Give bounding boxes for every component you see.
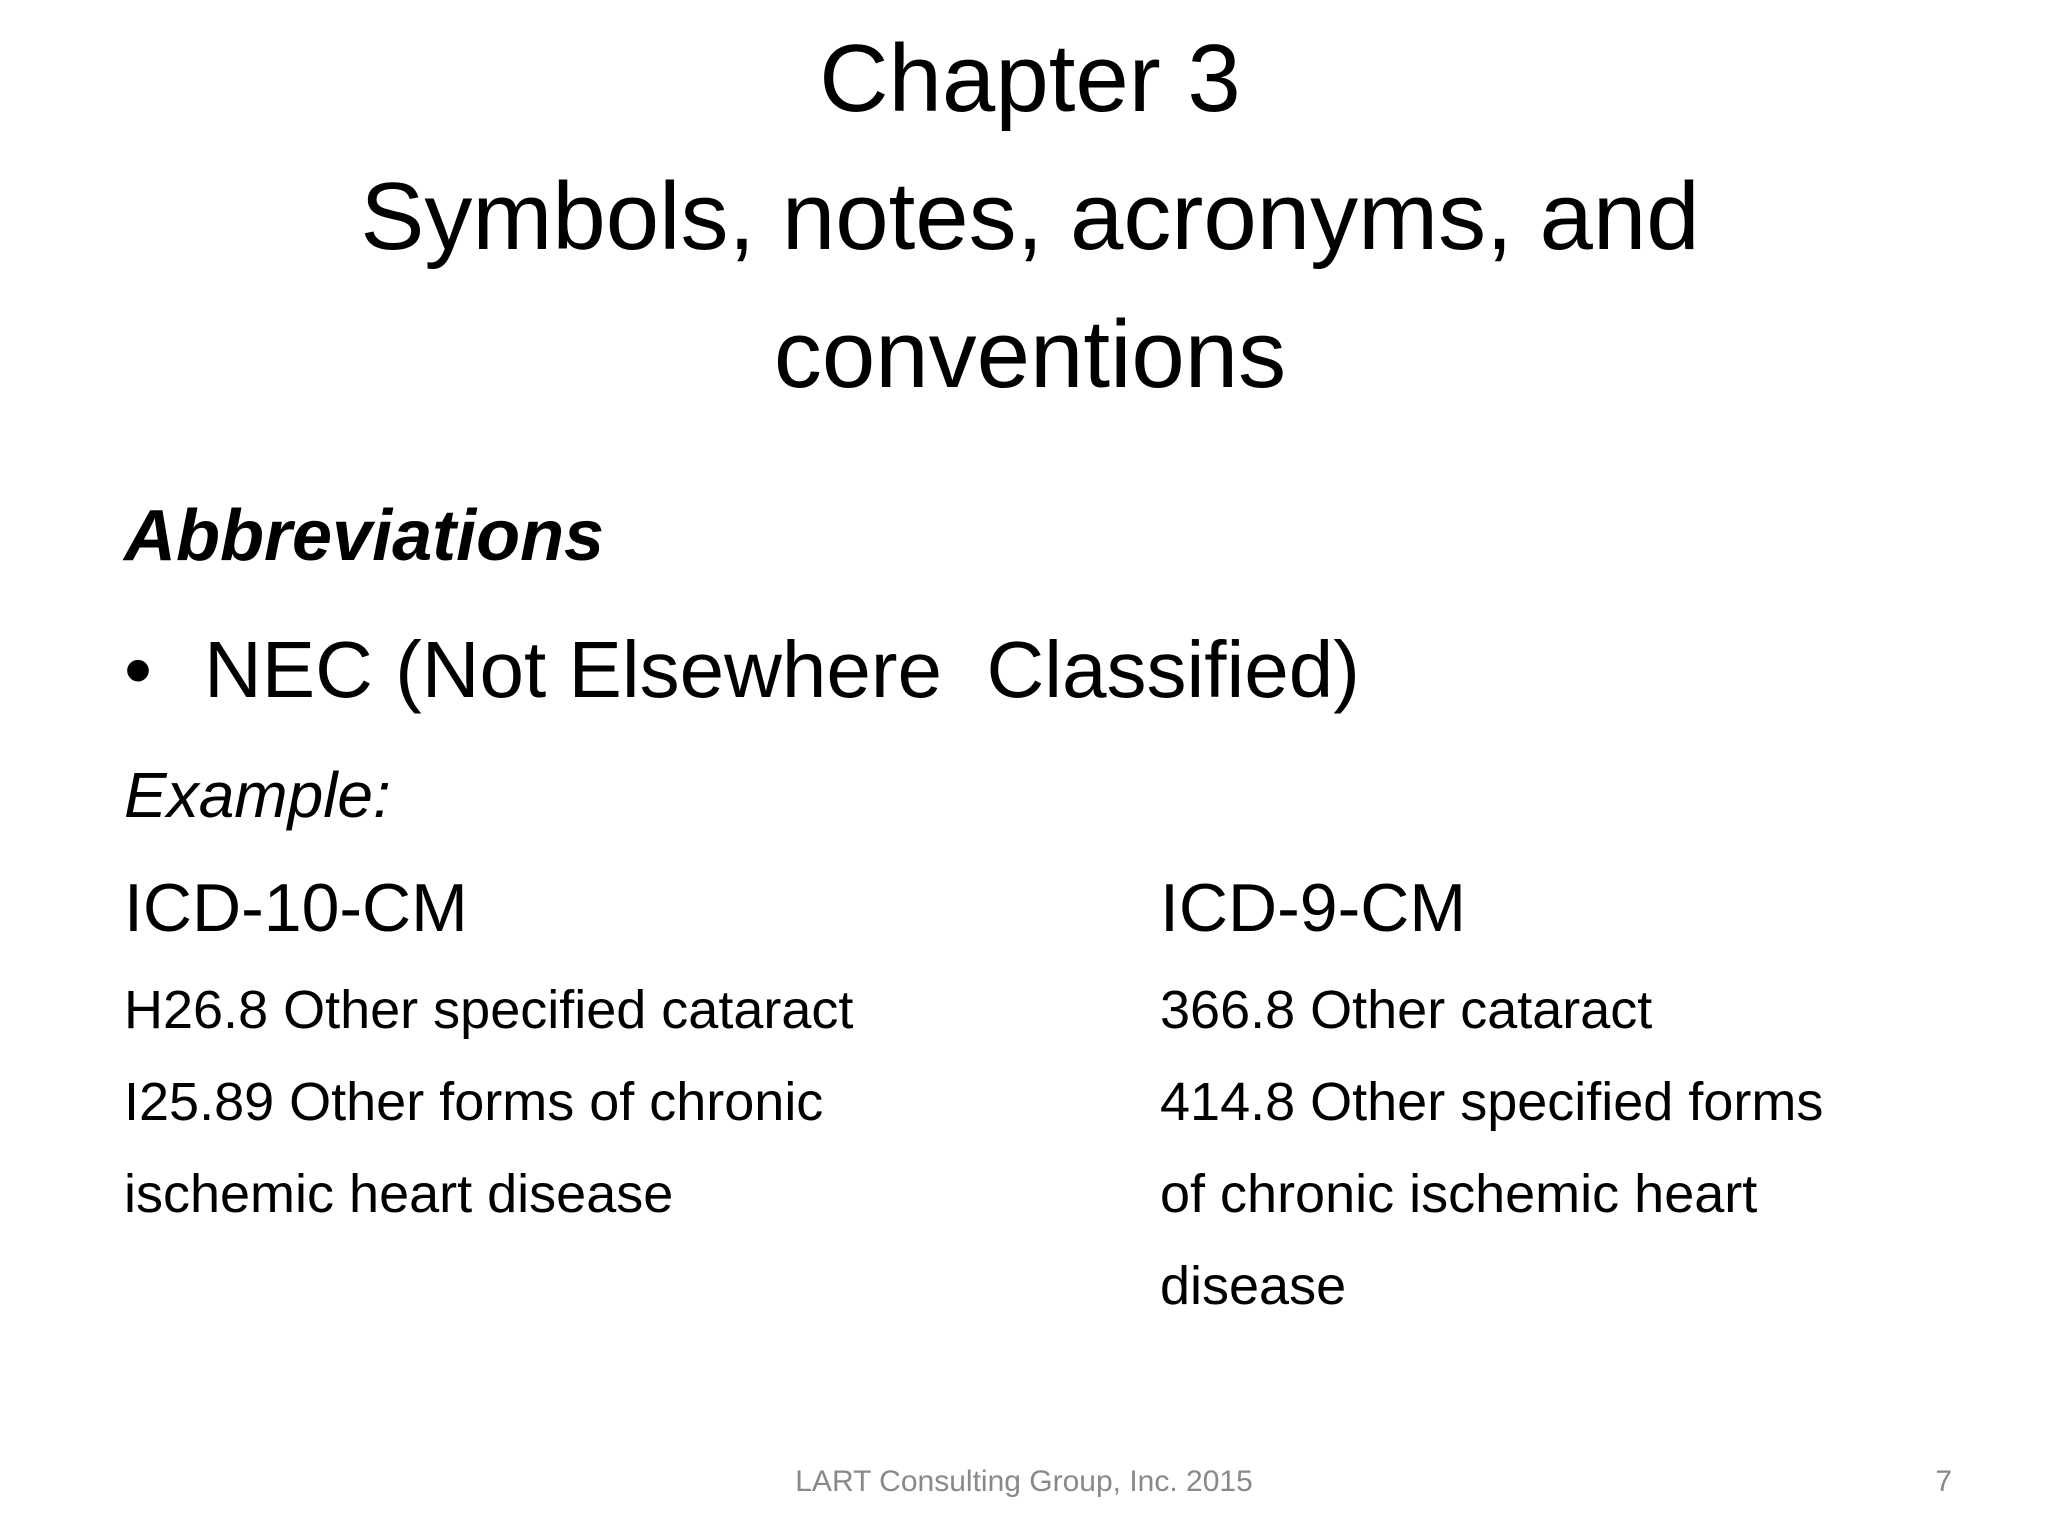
icd10-line: H26.8 Other specified cataract (124, 980, 854, 1040)
icd9-line: 366.8 Other cataract (1160, 980, 1653, 1040)
icd9-column (1160, 862, 2020, 1332)
icd10-body (124, 964, 1064, 1240)
icd9-body (1160, 964, 2020, 1332)
bullet-text: NEC (Not Elsewhere Classified) (204, 625, 1360, 714)
icd9-heading: ICD-9-CM (1160, 870, 1466, 946)
title-line-1: Chapter 3 (819, 25, 1241, 132)
title-line-3: conventions (773, 301, 1287, 408)
slide-title (180, 10, 1880, 424)
bullet-dot: • (124, 625, 153, 714)
icd9-line: 414.8 Other specified forms (1160, 1072, 1824, 1132)
bullet-item (124, 620, 1360, 720)
icd9-line: disease (1160, 1256, 1347, 1316)
section-heading: Abbreviations (124, 496, 605, 576)
title-line-2: Symbols, notes, acronyms, and (360, 163, 1700, 270)
icd10-line: ischemic heart disease (124, 1164, 674, 1224)
icd10-heading: ICD-10-CM (124, 870, 468, 946)
page-number: 7 (1935, 1465, 1952, 1498)
icd9-line: of chronic ischemic heart (1160, 1164, 1758, 1224)
example-label: Example: (124, 759, 391, 831)
slide-footer: LART Consulting Group, Inc. 2015 (795, 1465, 1253, 1498)
icd10-line: I25.89 Other forms of chronic (124, 1072, 824, 1132)
icd10-column (124, 862, 1064, 1240)
